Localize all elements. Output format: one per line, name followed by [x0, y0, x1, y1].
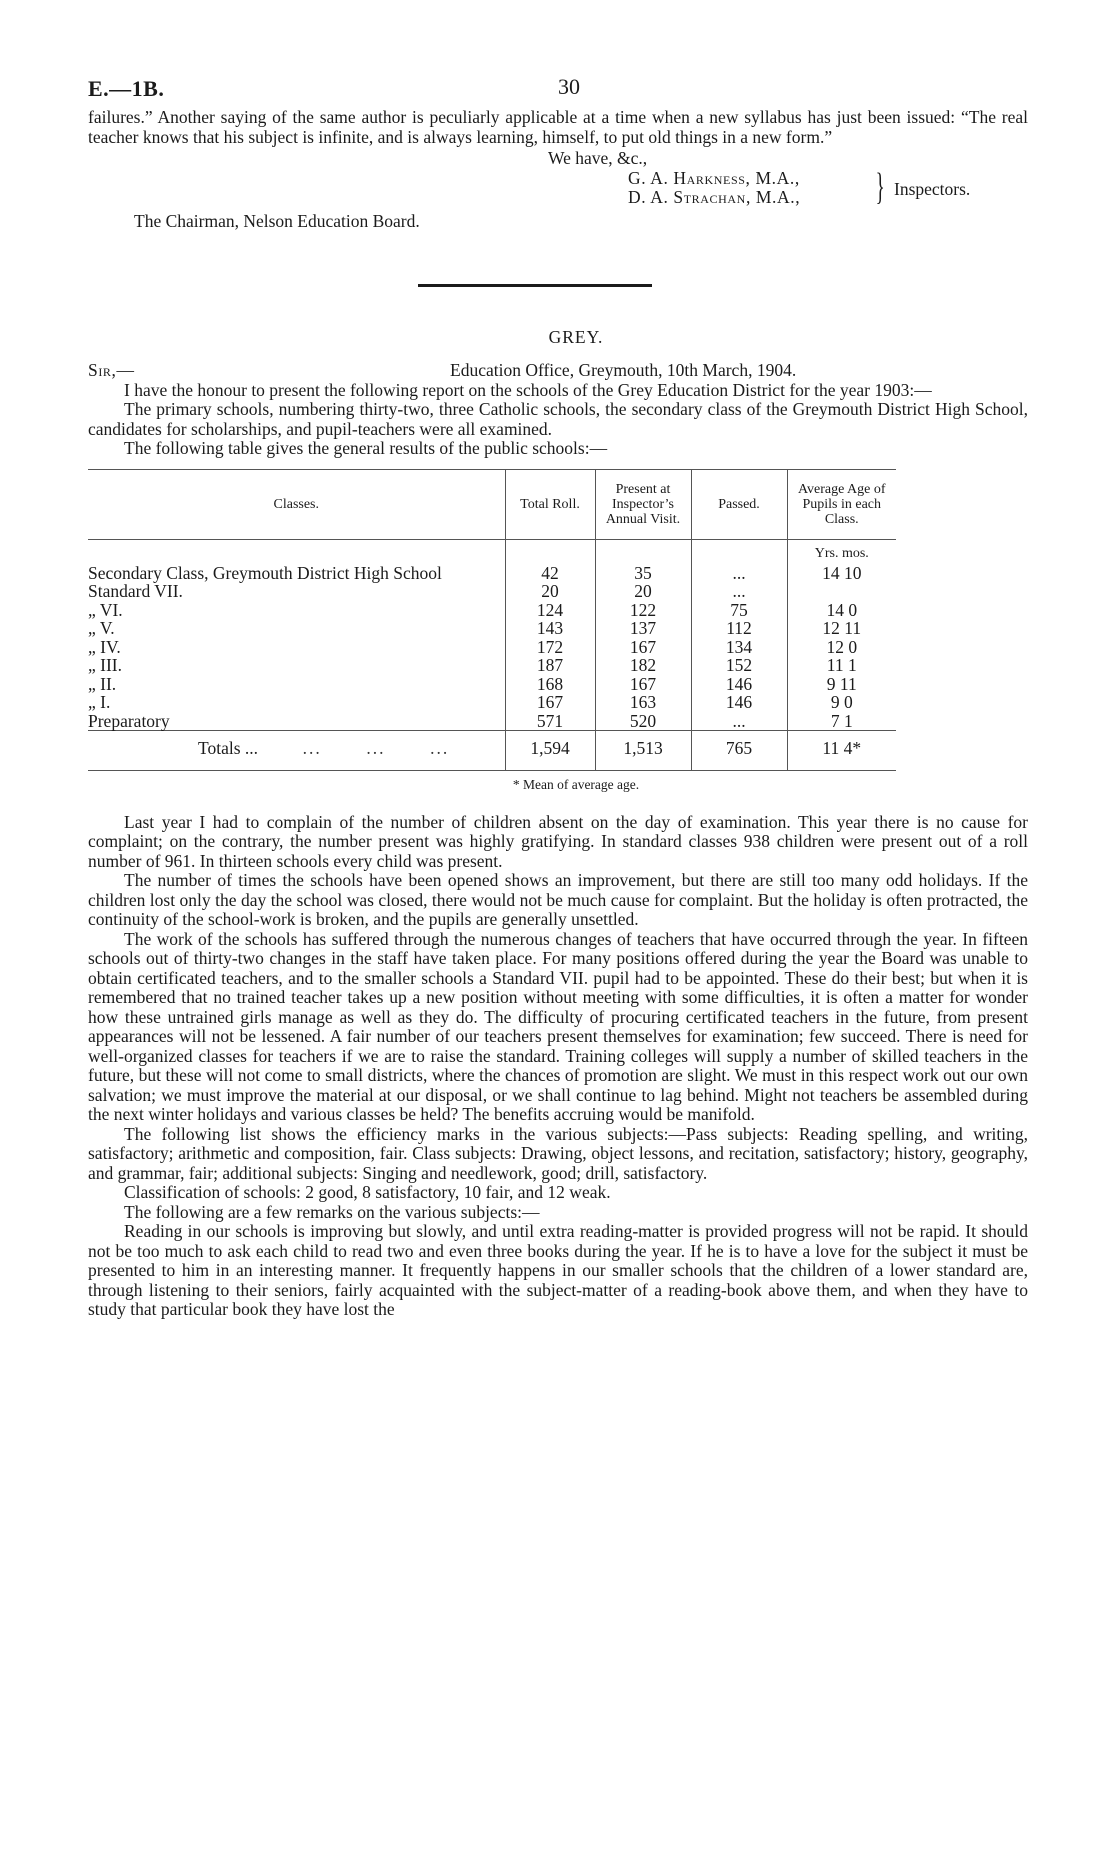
roll-cell: 187 — [505, 656, 595, 675]
passed-cell: ... — [691, 582, 787, 601]
addressee: The Chairman, Nelson Education Board. — [134, 210, 420, 231]
salutation: Sir,— — [88, 359, 135, 380]
passed-cell: 146 — [691, 693, 787, 712]
passed-cell: 134 — [691, 638, 787, 657]
table-row — [88, 693, 896, 712]
present-cell: 137 — [595, 619, 691, 638]
document-page — [88, 68, 1028, 1320]
intro-paragraph: The following table gives the general results of the public schools:— — [124, 438, 608, 458]
age-cell: 12 11 — [787, 619, 896, 638]
units-row — [88, 539, 896, 562]
passed-cell: ... — [691, 712, 787, 731]
age-cell: 9 0 — [787, 693, 896, 712]
roll-cell: 42 — [505, 562, 595, 583]
intro-paragraph: The primary schools, numbering thirty-two, three Catholic schools, the secondary class of the Greymouth District High School, candidates for scholarships, and pupil-teachers were all examined. — [88, 399, 1028, 439]
passed-cell: ... — [691, 562, 787, 583]
passed-cell: 146 — [691, 675, 787, 694]
table-body — [88, 539, 896, 731]
header-total-roll: Total Roll. — [505, 469, 595, 539]
signatory-2: D. A. Strachan, M.A., — [628, 187, 801, 207]
intro-paragraph: I have the honour to present the following report on the schools of the Grey Education District for the year 1903:— — [124, 379, 932, 400]
results-table — [88, 469, 896, 771]
body-paragraph: Last year I had to complain of the number of children absent on the day of examination. This year there is no cause for complaint; on the contrary, the number present was highly gratifying. In standard classes 938 children were present out of a roll number of 961. In thirteen schools every child was present. — [88, 811, 1028, 871]
class-cell: „ V. — [88, 618, 115, 638]
age-cell: 12 0 — [787, 638, 896, 657]
signatory-names — [628, 169, 800, 208]
present-cell: 163 — [595, 693, 691, 712]
page-number: 30 — [558, 74, 580, 99]
totals-present: 1,513 — [595, 731, 691, 771]
body-paragraph: The following are a few remarks on the various subjects:— — [124, 1201, 540, 1222]
signatory-role: Inspectors. — [894, 178, 971, 199]
present-cell: 182 — [595, 656, 691, 675]
salutation-row — [88, 360, 1028, 381]
age-cell: 9 11 — [787, 675, 896, 694]
dateline: Education Office, Greymouth, 10th March, 1904. — [450, 359, 797, 380]
totals-age: 11 4* — [787, 731, 896, 771]
table-header-row — [88, 469, 896, 539]
roll-cell: 172 — [505, 638, 595, 657]
present-cell: 122 — [595, 601, 691, 620]
report-body — [88, 813, 1028, 1320]
class-cell: „ IV. — [88, 636, 121, 657]
header-present: Present at Inspector’s Annual Visit. — [595, 469, 691, 539]
page-header — [88, 68, 1028, 108]
roll-cell: 571 — [505, 712, 595, 731]
roll-cell: 124 — [505, 601, 595, 620]
roll-cell: 20 — [505, 582, 595, 601]
age-cell: 7 1 — [787, 712, 896, 731]
table-row — [88, 675, 896, 694]
age-cell: 11 1 — [787, 656, 896, 675]
roll-cell: 168 — [505, 675, 595, 694]
class-cell: „ VI. — [88, 599, 123, 620]
present-cell: 520 — [595, 712, 691, 731]
totals-passed: 765 — [691, 731, 787, 771]
table-row — [88, 619, 896, 638]
present-cell: 167 — [595, 675, 691, 694]
totals-row — [88, 731, 896, 771]
table-footnote: * Mean of average age. — [512, 776, 640, 792]
totals-label: Totals ... ... ... ... — [88, 731, 505, 771]
class-cell: „ II. — [88, 673, 117, 694]
body-paragraph: The work of the schools has suffered through the numerous changes of teachers that have occurred through the year. In fifteen schools out of thirty-two changes in the staff have taken place. For many positions offered during the year the Board was unable to obtain certificated teachers, and to the smaller schools a Standard VII. pupil had to be appointed. These do their best; but when it is remembered that no trained teacher takes up a new position without meeting with some difficulties, it is often a matter for wonder how these untrained girls manage as well as they do. The difficulty of procuring certificated teachers in the future, from present appearances will not be lessened. A fair number of our teachers present themselves for examination; few succeed. There is need for well-organized classes for teachers if we are to raise the standard. Training colleges will supply a number of skilled teachers in the future, but these will not come to small districts, where the chances of promotion are slight. We must in this respect work out our own salvation; we must improve the material at our disposal, or we shall continue to lag behind. Might not teachers be assembled during the next winter holidays and various classes be held? The benefits accruing would be manifold. — [88, 928, 1028, 1124]
passed-cell: 75 — [691, 601, 787, 620]
table-row — [88, 656, 896, 675]
class-cell: Secondary Class, Greymouth District High School — [88, 562, 442, 583]
body-paragraph: The number of times the schools have been opened shows an improvement, but there are still too many odd holidays. If the children lost only the day the school was closed, there would not be much cause for complaint. But the holiday is often protracted, the continuity of the school-work is broken, and the pupils are generally unsettled. — [88, 870, 1028, 929]
brace-glyph: } — [875, 165, 885, 208]
table-row — [88, 601, 896, 620]
signature-block — [88, 165, 1028, 213]
section-divider — [418, 284, 652, 287]
class-cell: Standard VII. — [88, 581, 183, 601]
age-cell: 14 0 — [787, 601, 896, 620]
table-row — [88, 712, 896, 731]
header-average-age: Average Age of Pupils in each Class. — [787, 469, 896, 539]
roll-cell: 167 — [505, 693, 595, 712]
class-cell: „ III. — [88, 655, 123, 675]
age-cell: 14 10 — [787, 562, 896, 583]
present-cell: 167 — [595, 638, 691, 657]
header-passed: Passed. — [691, 469, 787, 539]
body-paragraph: Classification of schools: 2 good, 8 satisfactory, 10 fair, and 12 weak. — [124, 1182, 611, 1202]
section-title: GREY. — [548, 326, 604, 347]
table-row — [88, 582, 896, 601]
present-cell: 35 — [595, 562, 691, 583]
passed-cell: 112 — [691, 619, 787, 638]
page-identifier: E.—1B. — [88, 76, 165, 101]
signatory-1: G. A. Harkness, M.A., — [628, 167, 800, 188]
age-units: Yrs. mos. — [787, 539, 896, 562]
preamble-paragraph: failures.” Another saying of the same author is peculiarly applicable at a time when a new syllabus has just been issued: “The real teacher knows that his subject is infinite, and is always learning, himself, to put old things in a new form.” — [88, 107, 1028, 147]
body-paragraph: The following list shows the efficiency marks in the various subjects:—Pass subjects: Reading spelling, and writing, satisfactory; arithmetic and composition, fair. Class subjects: Drawing, object lessons, and recitation, satisfactory; history, geography, and grammar, fair; additional subjects: Singing and needlework, good; drill, satisfactory. — [88, 1123, 1028, 1183]
totals-roll: 1,594 — [505, 731, 595, 771]
table-row — [88, 562, 896, 583]
header-classes: Classes. — [88, 469, 505, 539]
body-paragraph: Reading in our schools is improving but slowly, and until extra reading-matter is provided progress will not be rapid. It should not be too much to ask each child to read two and even three books during the year. If he is to have a love for the subject it must be presented to him in an interesting manner. It frequently happens in our smaller schools that the children of a lower standard are, through listening to their seniors, fairly acquainted with the subject-matter of a reading-book above them, and when they have to study that particular book they have lost the — [88, 1221, 1028, 1319]
class-cell: „ I. — [88, 692, 111, 712]
closing-formula: We have, &c., — [548, 148, 648, 168]
present-cell: 20 — [595, 582, 691, 601]
table-row — [88, 638, 896, 657]
class-cell: Preparatory — [88, 710, 170, 731]
roll-cell: 143 — [505, 619, 595, 638]
passed-cell: 152 — [691, 656, 787, 675]
age-cell — [787, 582, 896, 601]
